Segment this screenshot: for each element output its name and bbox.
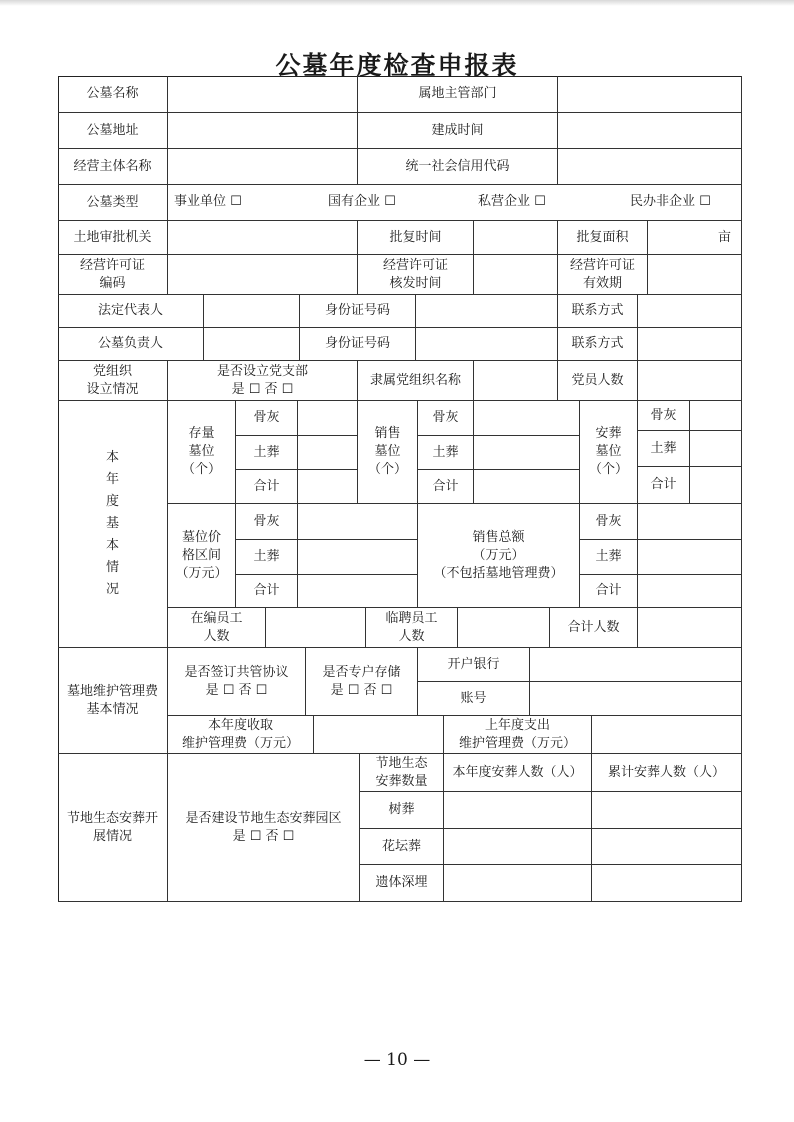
sales-amount-ash-field[interactable]: [638, 504, 742, 540]
id-number-label-1: 身份证号码: [300, 295, 416, 328]
type-option-non-profit[interactable]: 民办非企业 ☐: [630, 194, 711, 209]
price-total-field[interactable]: [298, 575, 418, 608]
cemetery-name-field[interactable]: [168, 76, 358, 113]
flower-burial-cumulative-field[interactable]: [592, 829, 742, 865]
staff-label: 在编员工 人数: [168, 608, 266, 648]
eco-count-label: 节地生态 安葬数量: [360, 754, 444, 792]
last-year-expense-label: 上年度支出 维护管理费（万元）: [444, 716, 592, 754]
sales-amount-ash-label: 骨灰: [580, 504, 638, 540]
annual-basic-label: 本 年 度 基 本 情 况: [58, 401, 168, 648]
build-time-label: 建成时间: [358, 113, 558, 149]
burial-total-label: 合计: [638, 467, 690, 504]
dept-label: 属地主管部门: [358, 76, 558, 113]
account-label: 账号: [418, 682, 530, 716]
tree-burial-cumulative-field[interactable]: [592, 792, 742, 829]
party-branch-question[interactable]: 是否设立党支部 是 ☐ 否 ☐: [168, 361, 358, 401]
tree-burial-label: 树葬: [360, 792, 444, 829]
price-ash-label: 骨灰: [236, 504, 298, 540]
credit-code-field[interactable]: [558, 149, 742, 185]
sales-amount-label: 销售总额 （万元） （不包括墓地管理费）: [418, 504, 580, 608]
stock-ash-label: 骨灰: [236, 401, 298, 436]
sales-amount-earth-field[interactable]: [638, 540, 742, 575]
stock-total-label: 合计: [236, 470, 298, 504]
flower-burial-label: 花坛葬: [360, 829, 444, 865]
approve-time-label: 批复时间: [358, 221, 474, 255]
deep-burial-label: 遗体深埋: [360, 865, 444, 902]
maintenance-fee-label: 墓地维护管理费 基本情况: [58, 648, 168, 754]
contact-field-1[interactable]: [638, 295, 742, 328]
party-affiliation-field[interactable]: [474, 361, 558, 401]
land-authority-field[interactable]: [168, 221, 358, 255]
price-earth-label: 土葬: [236, 540, 298, 575]
eco-park-question[interactable]: 是否建设节地生态安葬园区 是 ☐ 否 ☐: [168, 754, 360, 902]
staff-field[interactable]: [266, 608, 366, 648]
operator-label: 经营主体名称: [58, 149, 168, 185]
land-authority-label: 土地审批机关: [58, 221, 168, 255]
contact-label-1: 联系方式: [558, 295, 638, 328]
temp-staff-field[interactable]: [458, 608, 550, 648]
sales-total-field[interactable]: [474, 470, 580, 504]
license-code-field[interactable]: [168, 255, 358, 295]
id-number-field-1[interactable]: [416, 295, 558, 328]
burial-graves-label: 安葬 墓位 （个）: [580, 401, 638, 504]
sales-amount-total-field[interactable]: [638, 575, 742, 608]
price-earth-field[interactable]: [298, 540, 418, 575]
total-staff-field[interactable]: [638, 608, 742, 648]
cemetery-type-options: [168, 185, 742, 221]
total-staff-label: 合计人数: [550, 608, 638, 648]
flower-burial-this-year-field[interactable]: [444, 829, 592, 865]
page-number: — 10 —: [363, 1050, 431, 1070]
sales-earth-label: 土葬: [418, 436, 474, 470]
stock-earth-field[interactable]: [298, 436, 358, 470]
price-range-label: 墓位价 格区间 （万元）: [168, 504, 236, 608]
deep-burial-this-year-field[interactable]: [444, 865, 592, 902]
dedicated-account-question[interactable]: 是否专户存储 是 ☐ 否 ☐: [306, 648, 418, 716]
cemetery-name-label: 公墓名称: [58, 76, 168, 113]
co-management-question[interactable]: 是否签订共管协议 是 ☐ 否 ☐: [168, 648, 306, 716]
id-number-label-2: 身份证号码: [300, 328, 416, 361]
id-number-field-2[interactable]: [416, 328, 558, 361]
legal-rep-label: 法定代表人: [58, 295, 204, 328]
approve-area-field[interactable]: [648, 221, 742, 255]
cemetery-head-label: 公墓负责人: [58, 328, 204, 361]
stock-graves-label: 存量 墓位 （个）: [168, 401, 236, 504]
license-code-label: 经营许可证 编码: [58, 255, 168, 295]
burial-ash-label: 骨灰: [638, 401, 690, 431]
this-year-burials-header: 本年度安葬人数（人）: [444, 754, 592, 792]
dept-field[interactable]: [558, 76, 742, 113]
license-time-field[interactable]: [474, 255, 558, 295]
contact-label-2: 联系方式: [558, 328, 638, 361]
party-org-label: 党组织 设立情况: [58, 361, 168, 401]
license-time-label: 经营许可证 核发时间: [358, 255, 474, 295]
burial-ash-field[interactable]: [690, 401, 742, 431]
sales-graves-label: 销售 墓位 （个）: [358, 401, 418, 504]
license-valid-label: 经营许可证 有效期: [558, 255, 648, 295]
sales-ash-label: 骨灰: [418, 401, 474, 436]
legal-rep-field[interactable]: [204, 295, 300, 328]
sales-total-label: 合计: [418, 470, 474, 504]
eco-burial-label: 节地生态安葬开 展情况: [58, 754, 168, 902]
address-field[interactable]: [168, 113, 358, 149]
credit-code-label: 统一社会信用代码: [358, 149, 558, 185]
price-ash-field[interactable]: [298, 504, 418, 540]
type-option-private[interactable]: 私营企业 ☐: [478, 194, 546, 209]
account-field[interactable]: [530, 682, 742, 716]
annual-fee-income-field[interactable]: [314, 716, 444, 754]
price-total-label: 合计: [236, 575, 298, 608]
operator-field[interactable]: [168, 149, 358, 185]
stock-ash-field[interactable]: [298, 401, 358, 436]
scan-artifact: [0, 0, 794, 6]
burial-total-field[interactable]: [690, 467, 742, 504]
type-option-public-institution[interactable]: 事业单位 ☐: [174, 194, 242, 209]
sales-amount-total-label: 合计: [580, 575, 638, 608]
burial-earth-label: 土葬: [638, 431, 690, 467]
burial-earth-field[interactable]: [690, 431, 742, 467]
sales-earth-field[interactable]: [474, 436, 580, 470]
last-year-expense-field[interactable]: [592, 716, 742, 754]
cemetery-head-field[interactable]: [204, 328, 300, 361]
party-members-label: 党员人数: [558, 361, 638, 401]
contact-field-2[interactable]: [638, 328, 742, 361]
page-title: 公墓年度检查申报表: [275, 51, 519, 80]
area-unit: 亩: [717, 229, 731, 245]
approve-area-label: 批复面积: [558, 221, 648, 255]
license-valid-field[interactable]: [648, 255, 742, 295]
sales-ash-field[interactable]: [474, 401, 580, 436]
stock-total-field[interactable]: [298, 470, 358, 504]
deep-burial-cumulative-field[interactable]: [592, 865, 742, 902]
bank-label: 开户银行: [418, 648, 530, 682]
type-option-state-owned[interactable]: 国有企业 ☐: [328, 194, 396, 209]
bank-field[interactable]: [530, 648, 742, 682]
party-members-field[interactable]: [638, 361, 742, 401]
address-label: 公墓地址: [58, 113, 168, 149]
party-affiliation-label: 隶属党组织名称: [358, 361, 474, 401]
temp-staff-label: 临聘员工 人数: [366, 608, 458, 648]
stock-earth-label: 土葬: [236, 436, 298, 470]
sales-amount-earth-label: 土葬: [580, 540, 638, 575]
cemetery-type-label: 公墓类型: [58, 185, 168, 221]
tree-burial-this-year-field[interactable]: [444, 792, 592, 829]
build-time-field[interactable]: [558, 113, 742, 149]
approve-time-field[interactable]: [474, 221, 558, 255]
annual-fee-income-label: 本年度收取 维护管理费（万元）: [168, 716, 314, 754]
cumulative-burials-header: 累计安葬人数（人）: [592, 754, 742, 792]
